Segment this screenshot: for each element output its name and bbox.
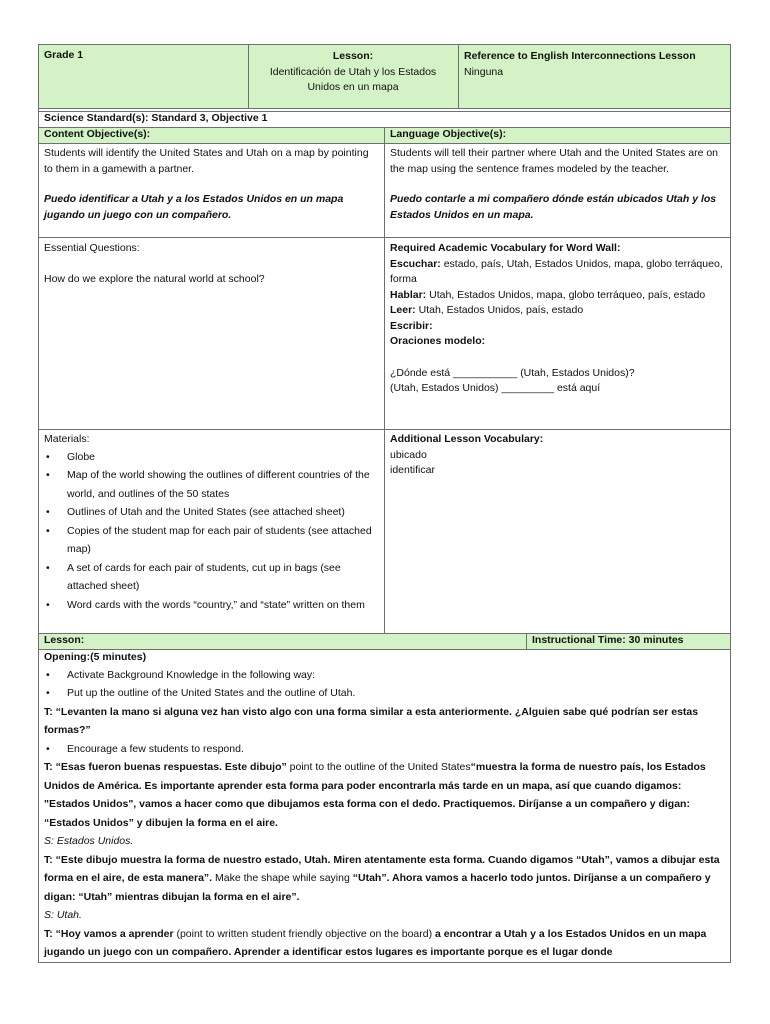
grade-label: Grade 1 xyxy=(44,49,84,61)
reference-value: Ninguna xyxy=(464,65,504,78)
additional-vocab-word: identificar xyxy=(390,464,435,476)
materials-list xyxy=(44,448,378,615)
science-standard: Science Standard(s): Standard 3, Objective 1 xyxy=(44,112,268,124)
instructional-time: Instructional Time: 30 minutes xyxy=(532,634,684,646)
materials-item: • Outlines of Utah and the United States (see attached sheet) xyxy=(44,503,378,522)
additional-vocab xyxy=(384,430,731,481)
teacher-line-2-b: point to the outline of the United States xyxy=(286,761,471,773)
vocab-label: Required Academic Vocabulary for Word Wall: xyxy=(390,242,621,254)
teacher-line-3-b: Make the shape while saying xyxy=(212,872,353,884)
teacher-line-3-c: “Utah”. Ahora vamos a hacerlo todo juntos. Diríjanse a un compañero y digan: “Utah” mientras dibujan la forma en el aire”. xyxy=(44,872,711,903)
encourage-bullets xyxy=(44,740,725,759)
lesson-section-label: Lesson: xyxy=(44,634,85,646)
materials-item: • Globe xyxy=(44,448,378,467)
hablar-words: Utah, Estados Unidos, mapa, globo terráqueo, país, estado xyxy=(426,288,706,301)
essential-questions xyxy=(38,239,384,290)
reference-cell xyxy=(458,47,731,82)
teacher-line-3 xyxy=(44,851,725,907)
reference-label: Reference to English Interconnections Lesson xyxy=(464,50,696,62)
teacher-line-4-a: T: “Hoy vamos a aprender xyxy=(44,927,174,940)
word-wall-vocab xyxy=(384,239,731,399)
teacher-line-4-b: (point to written student friendly objective on the board) xyxy=(173,927,436,940)
lesson-content xyxy=(38,649,731,964)
encourage-bullet: • Encourage a few students to respond. xyxy=(44,740,725,759)
materials-item: • A set of cards for each pair of students, cut up in bags (see attached sheet) xyxy=(44,559,378,596)
materials-item: • Map of the world showing the outlines of different countries of the world, and outlines of the 50 states xyxy=(44,466,378,503)
opening-bullet: • Put up the outline of the United States and the outline of Utah. xyxy=(44,684,725,703)
student-response-2: S: Utah. xyxy=(44,909,82,921)
teacher-line-2-a: T: “Esas fueron buenas respuestas. Este dibujo” xyxy=(44,761,287,773)
leer-words: Utah, Estados Unidos, país, estado xyxy=(415,304,584,316)
materials-label: Materials: xyxy=(44,433,90,445)
additional-vocab-label: Additional Lesson Vocabulary: xyxy=(390,433,544,445)
language-objective-label: Language Objective(s): xyxy=(390,128,507,140)
content-objective-label: Content Objective(s): xyxy=(44,128,151,140)
lesson-label: Lesson: xyxy=(332,50,374,62)
lesson-title: Identificación de Utah y los Estados Unidos en un mapa xyxy=(269,65,437,93)
content-objective-text: Students will identify the United States and Utah on a map by pointing to them in a gamewith a partner. xyxy=(44,147,369,175)
materials-item: • Word cards with the words “country,” and “state” written on them xyxy=(44,596,378,615)
language-objective xyxy=(384,144,731,225)
content-objective-spanish: Puedo identificar a Utah y a los Estados Unidos en un mapa jugando un juego con un compañero. xyxy=(44,193,344,221)
teacher-line-3-a: T: “Este dibujo muestra la forma de nuestro estado, Utah. Miren atentamente esta forma. Cuando digamos “Utah”, vamos a dibujar esta forma en el aire, de esta manera”. xyxy=(44,853,720,884)
additional-vocab-word: ubicado xyxy=(390,448,427,461)
escribir-label: Escribir: xyxy=(390,319,433,332)
language-objective-text: Students will tell their partner where Utah and the United States are on the map using the sentence frames modeled by the teacher. xyxy=(390,147,719,175)
language-objective-spanish: Puedo contarle a mi compañero dónde están ubicados Utah y los Estados Unidos en un mapa. xyxy=(390,193,717,221)
escuchar-label: Escuchar: xyxy=(390,257,441,270)
materials xyxy=(38,430,384,616)
content-objective xyxy=(38,144,384,225)
teacher-line-1: T: “Levanten la mano si alguna vez han visto algo con una forma similar a esta anteriormente. ¿Alguien sabe qué podrían ser estas formas?” xyxy=(44,705,699,736)
essential-question: How do we explore the natural world at school? xyxy=(44,273,265,285)
oraciones-label: Oraciones modelo: xyxy=(390,335,486,347)
sentence-frame-2: (Utah, Estados Unidos) _________ está aquí xyxy=(390,382,601,394)
materials-item: • Copies of the student map for each pair of students (see attached map) xyxy=(44,522,378,559)
teacher-line-4 xyxy=(44,925,725,962)
teacher-line-2-c: “muestra la forma de nuestro país, los Estados Unidos de América. Es importante aprender esta forma para poder encontrarla más tarde en un mapa, así que cuando digamos: "Estados Unidos", vamos a hacer como que dibujamos esta forma con el dedo. Practiquemos. Diríjanse a un compañero y digan: “Estados Unidos” y dibujen la forma en el aire. xyxy=(44,761,706,829)
essential-label: Essential Questions: xyxy=(44,242,140,254)
student-response-1: S: Estados Unidos. xyxy=(44,835,134,847)
teacher-line-2 xyxy=(44,758,725,832)
leer-label: Leer: xyxy=(390,304,416,316)
escuchar-words: estado, país, Utah, Estados Unidos, mapa, globo terráqueo, forma xyxy=(390,257,723,285)
hablar-label: Hablar: xyxy=(390,288,427,301)
lesson-title-cell xyxy=(248,47,458,98)
sentence-frame-1: ¿Dónde está ___________ (Utah, Estados Unidos)? xyxy=(390,366,635,379)
opening-bullet: • Activate Background Knowledge in the following way: xyxy=(44,666,725,685)
opening-bullets xyxy=(44,666,725,703)
teacher-line-4-c: a encontrar a Utah y a los Estados Unidos en un mapa jugando un juego con un compañero. Aprender a identificar estos lugares es importante porque es el lugar donde xyxy=(44,927,707,958)
opening-heading: Opening:(5 minutes) xyxy=(44,651,147,663)
